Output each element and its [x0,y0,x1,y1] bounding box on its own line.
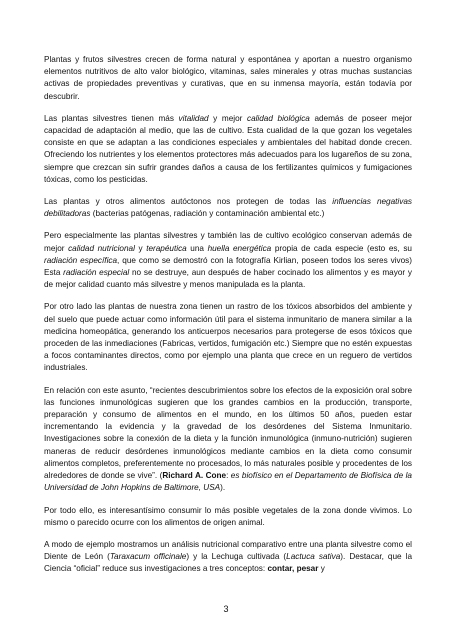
text-run: Taraxacum officinale [109,552,187,562]
paragraph [44,113,412,186]
page-number: 3 [223,604,229,614]
text-run: es biofísico en el Departamento de Biofísica de la Universidad de John Hopkins de Baltimore, USA [44,471,412,493]
text-run: terapéutica [146,243,187,253]
text-run: radiación específica [44,255,118,265]
paragraph [44,230,412,291]
text-run: y mejor [208,113,247,123]
text-run: una [186,243,208,253]
text-run: Por todo ello, es interesantísimo consumir lo más posible vegetales de la zona donde vivimos. Lo mismo o parecido ocurre con los alimentos de origen animal. [44,505,412,527]
paragraph [44,505,412,529]
text-run: Plantas y frutos silvestres crecen de forma natural y espontánea y aportan a nuestro organismo elementos nutritivos de alto valor biológico, vitaminas, sales minerales y otras muchas sustancias activas de propiedades preventivas y curativas, que en su inmensa mayoría, están todavía por descubrir. [44,55,412,101]
text-run: huella energética [207,243,272,253]
text-run: Lactuca sativa [286,552,341,562]
paragraph [44,539,412,576]
text-run: contar, pesar [267,564,319,574]
paragraph [44,385,412,495]
text-run: Pero especialmente las plantas silvestres y también las de cultivo ecológico conservan además de mejor [44,231,412,253]
text-run: no se destruye, aun después de haber cocinado los alimentos y es mayor y de mejor calidad cuanto más silvestre y menos manipulada es la planta. [44,268,412,290]
text-run: : [226,471,231,481]
text-run: Las plantas y otros alimentos autóctonos nos protegen de todas las [44,197,333,207]
text-run: calidad biológica [246,113,310,123]
text-run: Richard A. Cone [162,471,227,481]
text-run: vitalidad [178,113,209,123]
paragraph [44,196,412,220]
paragraph [44,301,412,374]
text-run: ) y la Lechuga cultivada ( [186,552,287,562]
text-run: , que como se demostró con la fotografía Kirlian, poseen todos los seres vivos) Esta [44,255,412,278]
text-run: y [134,243,147,253]
text-run: y [318,564,325,574]
text-run: Por otro lado las plantas de nuestra zona tienen un rastro de los tóxicos absorbidos del ambiente y del suelo que puede actuar como información útil para el sistema inmunitario de manera similar a la medicina homeopática, generando los anticuerpos necesarios para protegerse de esos tóxicos que proceden de las inmediaciones (Fabricas, vertidos, fumigación etc.) Siempre que no estén expuestas a focos contaminantes directos, como por ejemplo una planta que crece en un reguero de vertidos industriales. [44,302,412,373]
paragraph [44,54,412,103]
text-run: Las plantas silvestres tienen más [44,113,179,123]
text-run: influencias negativas debilitadoras [44,197,412,219]
text-run: calidad nutricional [68,243,135,253]
text-run: propia de cada especie (esto es, su [271,243,412,253]
text-run: En relación con este asunto, “recientes descubrimientos sobre los efectos de la exposición oral sobre las funciones inmunológicas sugieren que los grandes cambios en la producción, transporte, preparación y consumo de alimentos en el mundo, en los últimos 50 años, pueden estar incrementando la evidencia y la gravedad de los desórdenes del Sistema Inmunitario. Investigaciones sobre la conexión de la dieta y la función inmunológica (inmuno-nutrición) sugieren maneras de reducir desórdenes inmunológicos mediante cambios en la dieta como consumir alimentos completos, preferentemente no procesados, lo más naturales posible y procedentes de los alrededores de donde se vive”. ( [44,385,412,481]
text-run: radiación especial [63,268,130,278]
text-run: ). Destacar, que la Ciencia “oficial” reduce sus investigaciones a tres conceptos: [44,552,412,574]
text-run: ). [220,483,226,493]
text-run: (bacterias patógenas, radiación y contaminación ambiental etc.) [90,209,325,219]
body-text [44,54,412,576]
text-run: además de poseer mejor capacidad de adaptación al medio, que las de cultivo. Esta cualidad de la que gozan los vegetales consiste en que se adaptan a las condiciones especiales y ambientales del habitad donde crecen. Ofreciendo los nutrientes y los elementos protectores más adecuados para los lugareños de su zona, siempre que crezcan sin sufrir grandes daños a causa de los fertilizantes químicos y fumigaciones tóxicas, como los pesticidas. [44,113,413,184]
text-run: A modo de ejemplo mostramos un análisis nutricional comparativo entre una planta silvestre como el Diente de León ( [44,539,412,562]
